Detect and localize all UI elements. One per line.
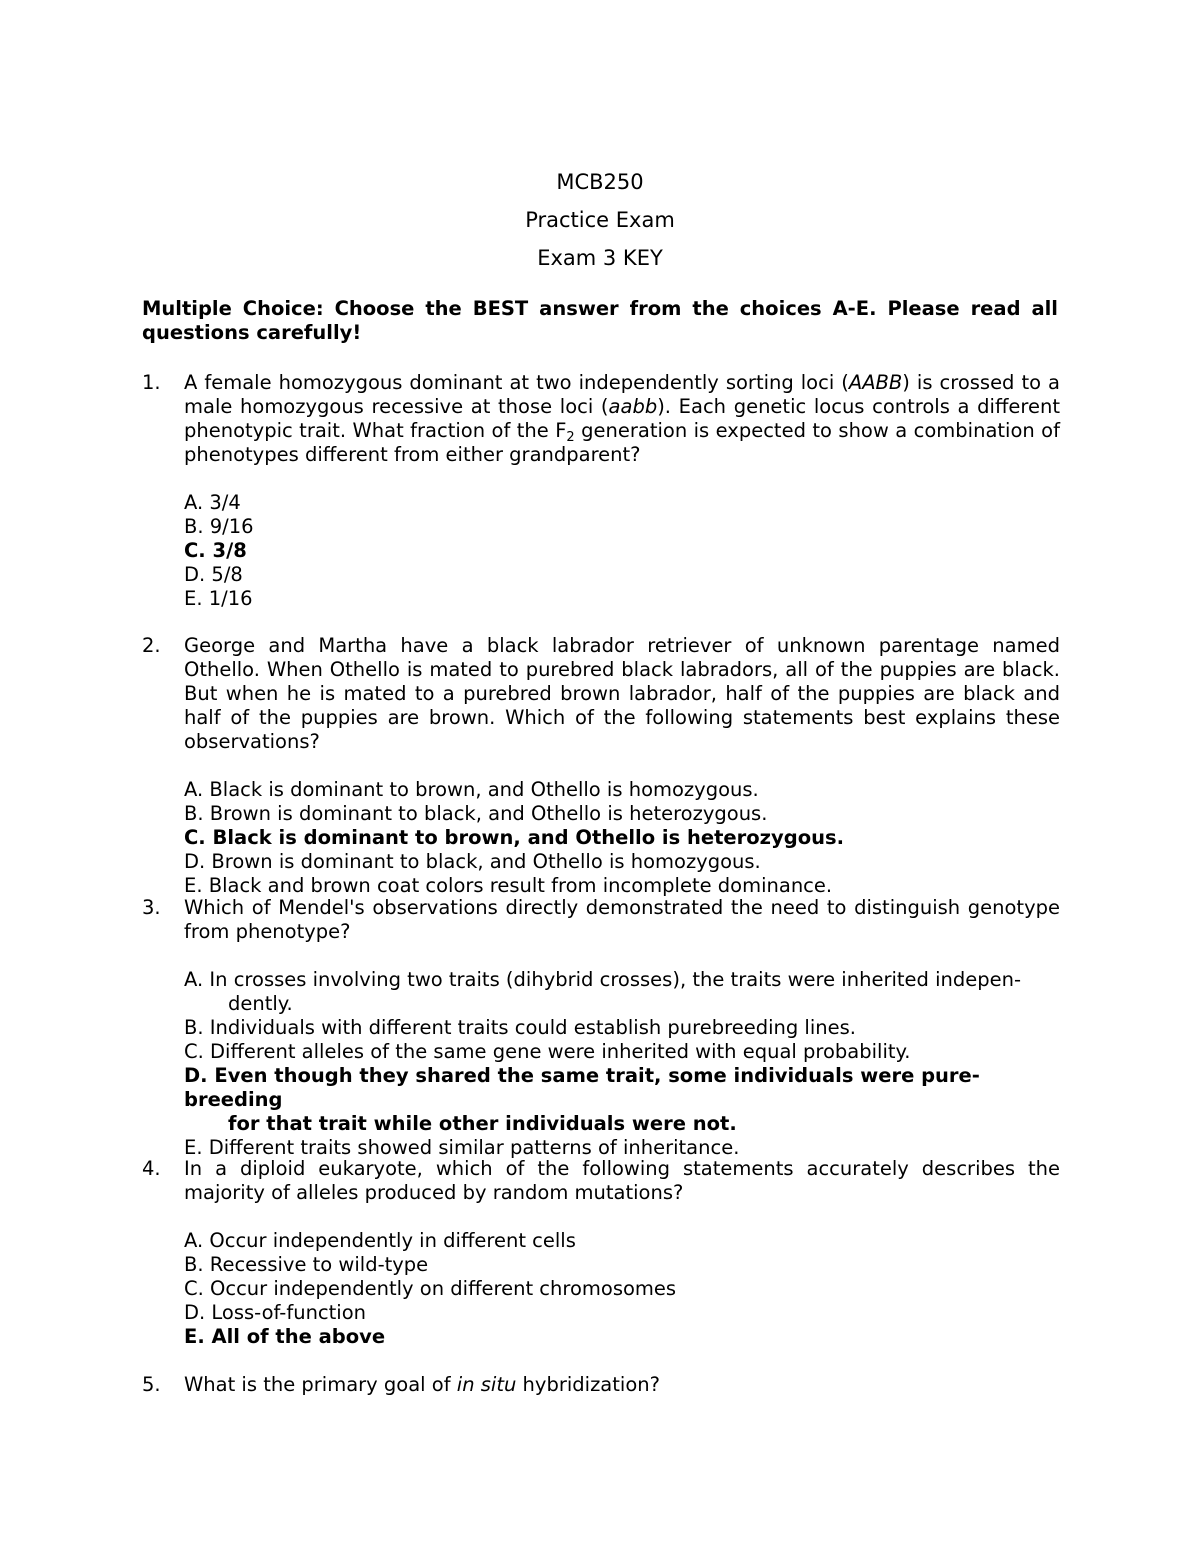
- option-e-correct: E. All of the above: [184, 1325, 386, 1348]
- question-text: In a diploid eukaryote, which of the following statements accurately describes the majority of alleles produced by random mutations?: [184, 1157, 1060, 1204]
- question-3: [142, 896, 1060, 1160]
- question-text: A female homozygous dominant at two independently sorting loci (AABB) is crossed to a male homozygous recessive at those loci (aabb). Each genetic locus controls a different phenotypic trait. What fraction of the $F_2$ generation is expected to show a combination of phenotypes different from either grandparent?: [184, 371, 1060, 466]
- options-list: [184, 968, 1060, 1160]
- question-number: 3.: [142, 896, 161, 919]
- question-4: [142, 1157, 1060, 1349]
- exam-key-title: Exam 3 KEY: [537, 246, 663, 270]
- option-d-continued: for that trait while other individuals were not.: [228, 1112, 737, 1135]
- question-2: [142, 634, 1060, 898]
- option-c-correct: C. Black is dominant to brown, and Othello is heterozygous.: [184, 826, 844, 849]
- options-list: [184, 778, 1060, 898]
- option-b: B. Recessive to wild-type: [184, 1253, 429, 1276]
- question-5: [142, 1373, 1060, 1397]
- question-text: What is the primary goal of in situ hybridization?: [184, 1373, 660, 1396]
- option-c-correct: C. 3/8: [184, 539, 247, 562]
- option-d: D. Brown is dominant to black, and Othello is homozygous.: [184, 850, 761, 873]
- option-a: A. 3/4: [184, 491, 241, 514]
- option-a: A. Black is dominant to brown, and Othello is homozygous.: [184, 778, 759, 801]
- option-a: A. Occur independently in different cells: [184, 1229, 576, 1252]
- question-1: [142, 371, 1060, 611]
- option-a: A. In crosses involving two traits (dihybrid crosses), the traits were inherited indepen-: [184, 968, 1022, 991]
- option-b: B. Individuals with different traits could establish purebreeding lines.: [184, 1016, 856, 1039]
- option-d: D. Loss-of-function: [184, 1301, 367, 1324]
- option-e: E. Black and brown coat colors result from incomplete dominance.: [184, 874, 833, 897]
- options-list: [184, 1229, 1060, 1349]
- option-c: C. Different alleles of the same gene were inherited with equal probability.: [184, 1040, 911, 1063]
- question-number: 2.: [142, 634, 161, 657]
- question-text: George and Martha have a black labrador retriever of unknown parentage named Othello. When Othello is mated to purebred black labradors, all of the puppies are black. But when he is mated to a purebred brown labrador, half of the puppies are black and half of the puppies are brown. Which of the following statements best explains these observations?: [184, 634, 1060, 753]
- exam-subtitle: Practice Exam: [525, 208, 675, 232]
- option-e: E. 1/16: [184, 587, 253, 610]
- option-e: E. Different traits showed similar patterns of inheritance.: [184, 1136, 740, 1159]
- options-list: [184, 491, 1060, 611]
- question-number: 4.: [142, 1157, 161, 1180]
- option-a-continued: dently.: [228, 992, 293, 1015]
- question-number: 1.: [142, 371, 161, 394]
- option-d-correct: D. Even though they shared the same trait, some individuals were pure-breeding: [184, 1064, 980, 1111]
- option-b: B. Brown is dominant to black, and Othello is heterozygous.: [184, 802, 768, 825]
- question-number: 5.: [142, 1373, 161, 1396]
- instructions: Multiple Choice: Choose the BEST answer from the choices A-E. Please read all questions carefully!: [142, 297, 1058, 344]
- option-b: B. 9/16: [184, 515, 254, 538]
- question-text: Which of Mendel's observations directly demonstrated the need to distinguish genotype from phenotype?: [184, 896, 1060, 943]
- course-title: MCB250: [556, 170, 644, 194]
- option-d: D. 5/8: [184, 563, 243, 586]
- option-c: C. Occur independently on different chromosomes: [184, 1277, 677, 1300]
